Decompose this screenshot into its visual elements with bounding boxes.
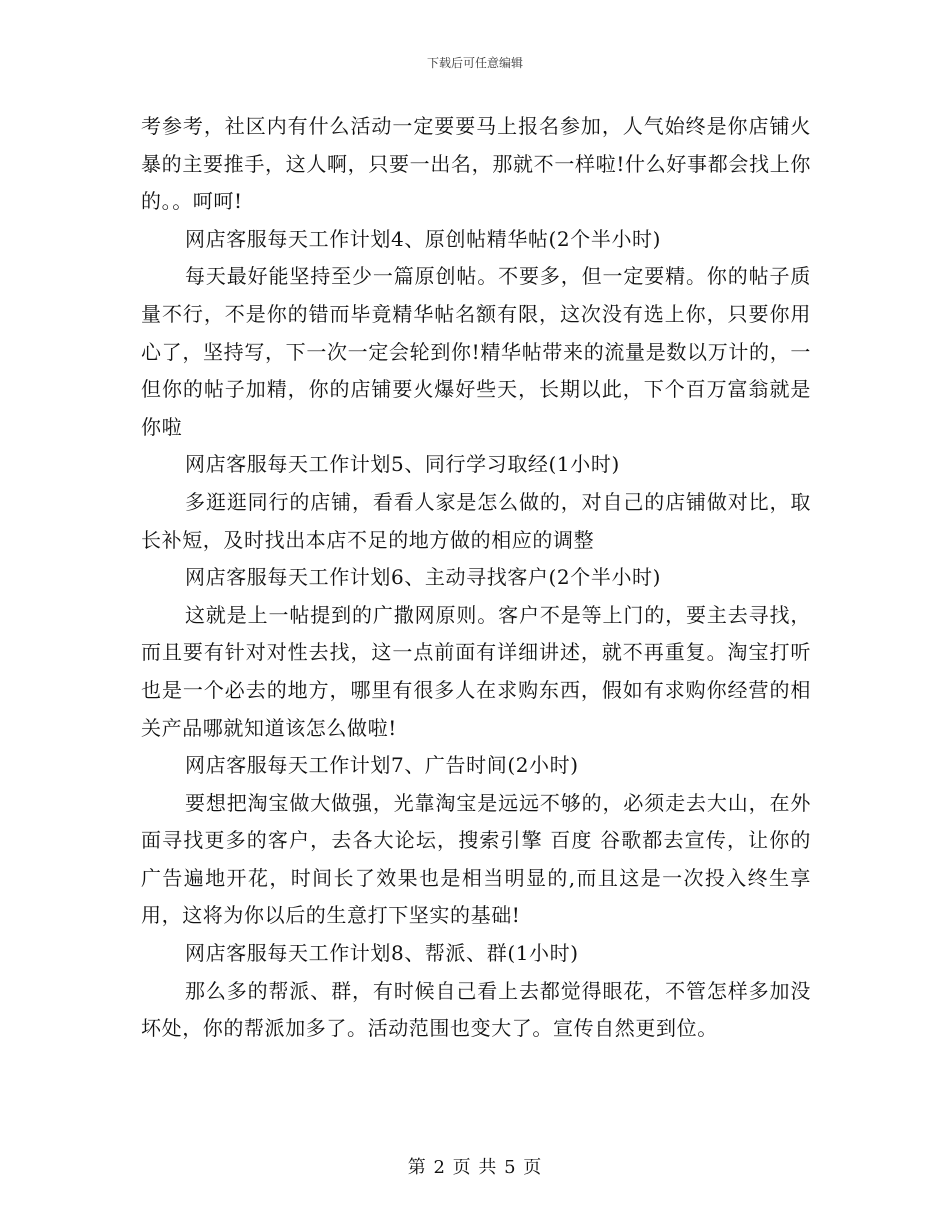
plan-heading-8: 网店客服每天工作计划8、帮派、群(1小时) <box>185 941 579 966</box>
paragraph-peer-learning: 多逛逛同行的店铺，看看人家是怎么做的，对自己的店铺做对比，取长补短，及时找出本店不足的地方做的相应的调整 <box>141 489 811 552</box>
paragraph-find-customers: 这就是上一帖提到的广撒网原则。客户不是等上门的，要主去寻找，而且要有针对对性去找，这一点前面有详细讲述，就不再重复。淘宝打听也是一个必去的地方，哪里有很多人在求购东西，假如有求购你经营的相关产品哪就知道该怎么做啦! <box>141 602 811 740</box>
paragraph-groups: 那么多的帮派、群，有时候自己看上去都觉得眼花，不管怎样多加没坏处，你的帮派加多了。活动范围也变大了。宣传自然更到位。 <box>141 978 811 1041</box>
paragraph-advertising: 要想把淘宝做大做强，光靠淘宝是远远不够的，必须走去大山，在外面寻找更多的客户，去各大论坛，搜索引擎 百度 谷歌都去宣传，让你的广告遍地开花，时间长了效果也是相当明显的,而且这是一次投入终生享用，这将为你以后的生意打下坚实的基础! <box>141 790 811 928</box>
plan-heading-6: 网店客服每天工作计划6、主动寻找客户(2个半小时) <box>185 565 662 590</box>
plan-heading-7: 网店客服每天工作计划7、广告时间(2小时) <box>185 753 579 778</box>
document-body <box>141 108 811 1048</box>
page-number: 第 2 页 共 5 页 <box>407 1157 543 1178</box>
plan-heading-4: 网店客服每天工作计划4、原创帖精华帖(2个半小时) <box>185 226 662 251</box>
plan-heading-5: 网店客服每天工作计划5、同行学习取经(1小时) <box>185 452 620 477</box>
page-header-note: 下载后可任意编辑 <box>426 56 523 70</box>
paragraph-community-activity: 考参考，社区内有什么活动一定要要马上报名参加，人气始终是你店铺火暴的主要推手，这人啊，只要一出名，那就不一样啦!什么好事都会找上你的。。呵呵! <box>141 114 811 214</box>
paragraph-original-posts: 每天最好能坚持至少一篇原创帖。不要多，但一定要精。你的帖子质量不行，不是你的错而毕竟精华帖名额有限，这次没有选上你，只要你用心了，坚持写，下一次一定会轮到你!精华帖带来的流量是数以万计的，一但你的帖子加精，你的店铺要火爆好些天，长期以此，下个百万富翁就是你啦 <box>141 264 811 439</box>
